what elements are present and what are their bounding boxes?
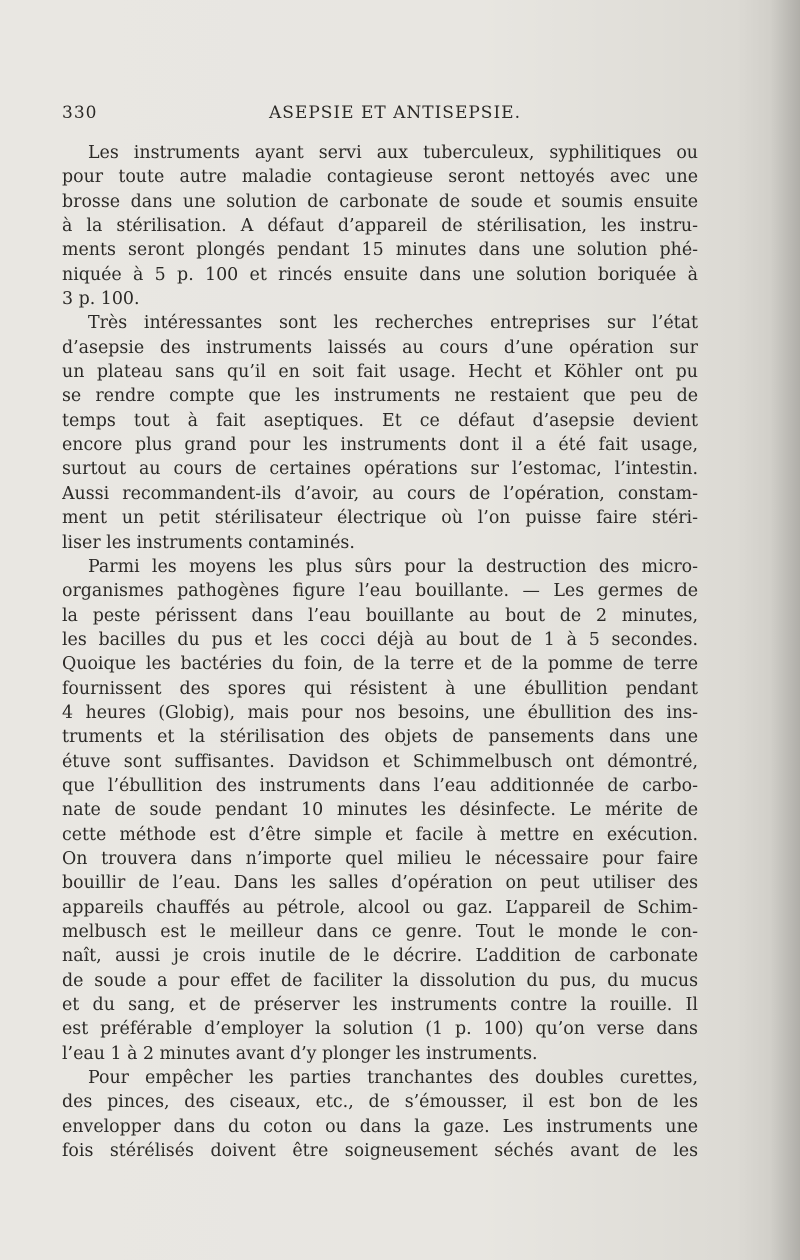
text-line: fournissent des spores qui résistent à une ébullition pendant xyxy=(62,678,698,699)
text-line: surtout au cours de certaines opérations sur l’estomac, l’intestin. xyxy=(62,459,698,480)
text-line: 4 heures (Globig), mais pour nos besoins, une ébullition des ins- xyxy=(62,702,698,723)
page-header xyxy=(62,103,698,127)
text-line: étuve sont suffisantes. Davidson et Schimmelbusch ont démontré, xyxy=(62,751,698,772)
text-line: l’eau 1 à 2 minutes avant d’y plonger les instruments. xyxy=(62,1043,538,1064)
text-line: que l’ébullition des instruments dans l’eau additionnée de carbo- xyxy=(62,775,698,796)
text-line: encore plus grand pour les instruments dont il a été fait usage, xyxy=(62,435,698,456)
text-line: un plateau sans qu’il en soit fait usage. Hecht et Köhler ont pu xyxy=(62,362,698,383)
text-line: ment un petit stérilisateur électrique où l’on puisse faire stéri- xyxy=(62,508,698,529)
text-line: organismes pathogènes figure l’eau bouillante. — Les germes de xyxy=(62,581,698,602)
text-line: la peste périssent dans l’eau bouillante au bout de 2 minutes, xyxy=(62,605,698,626)
text-line: appareils chauffés au pétrole, alcool ou gaz. L’appareil de Schim- xyxy=(62,897,698,918)
text-line: On trouvera dans n’importe quel milieu le nécessaire pour faire xyxy=(62,848,698,869)
text-line: de soude a pour effet de faciliter la dissolution du pus, du mucus xyxy=(62,970,698,991)
text-line: 3 p. 100. xyxy=(62,289,140,310)
text-line: ments seront plongés pendant 15 minutes dans une solution phé- xyxy=(62,240,698,261)
text-line: melbusch est le meilleur dans ce genre. Tout le monde le con- xyxy=(62,922,698,942)
text-line: niquée à 5 p. 100 et rincés ensuite dans une solution boriquée à xyxy=(62,264,698,285)
text-line: nate de soude pendant 10 minutes les désinfecte. Le mérite de xyxy=(62,800,698,821)
text-line: Pour empêcher les parties tranchantes des doubles curettes, xyxy=(88,1068,698,1089)
text-line: et du sang, et de préserver les instruments contre la rouille. Il xyxy=(62,995,698,1016)
text-line: cette méthode est d’être simple et facile à mettre en exécution. xyxy=(62,824,698,845)
text-line: envelopper dans du coton ou dans la gaze. Les instruments une xyxy=(62,1116,698,1137)
page-edge-shadow xyxy=(770,0,800,1260)
text-line: d’asepsie des instruments laissés au cours d’une opération sur xyxy=(62,337,698,358)
text-line: fois stérélisés doivent être soigneusement séchés avant de les xyxy=(62,1141,698,1162)
text-line: est préférable d’employer la solution (1 p. 100) qu’on verse dans xyxy=(62,1019,698,1040)
text-line: truments et la stérilisation des objets de pansements dans une xyxy=(62,727,698,748)
running-title: ASEPSIE ET ANTISEPSIE. xyxy=(269,103,521,123)
text-line: liser les instruments contaminés. xyxy=(62,532,355,553)
text-line: à la stérilisation. A défaut d’appareil de stérilisation, les instru- xyxy=(62,216,698,237)
text-line: pour toute autre maladie contagieuse seront nettoyés avec une xyxy=(62,167,698,188)
page-number: 330 xyxy=(62,103,98,123)
text-line: Très intéressantes sont les recherches entreprises sur l’état xyxy=(88,313,698,334)
text-line: brosse dans une solution de carbonate de soude et soumis ensuite xyxy=(62,191,698,212)
text-line: Aussi recommandent-ils d’avoir, au cours de l’opération, constam- xyxy=(62,483,698,504)
text-line: Parmi les moyens les plus sûrs pour la destruction des micro- xyxy=(88,556,698,577)
body-text xyxy=(62,141,698,1163)
text-line: des pinces, des ciseaux, etc., de s’émousser, il est bon de les xyxy=(62,1092,698,1113)
text-line: naît, aussi je crois inutile de le décrire. L’addition de carbonate xyxy=(62,946,698,967)
text-line: se rendre compte que les instruments ne restaient que peu de xyxy=(62,386,698,407)
text-line: bouillir de l’eau. Dans les salles d’opération on peut utiliser des xyxy=(62,873,698,894)
text-line: Quoique les bactéries du foin, de la terre et de la pomme de terre xyxy=(62,654,698,675)
text-line: temps tout à fait aseptiques. Et ce défaut d’asepsie devient xyxy=(62,410,698,431)
text-line: Les instruments ayant servi aux tuberculeux, syphilitiques ou xyxy=(88,143,698,163)
text-line: les bacilles du pus et les cocci déjà au bout de 1 à 5 secondes. xyxy=(62,629,698,650)
